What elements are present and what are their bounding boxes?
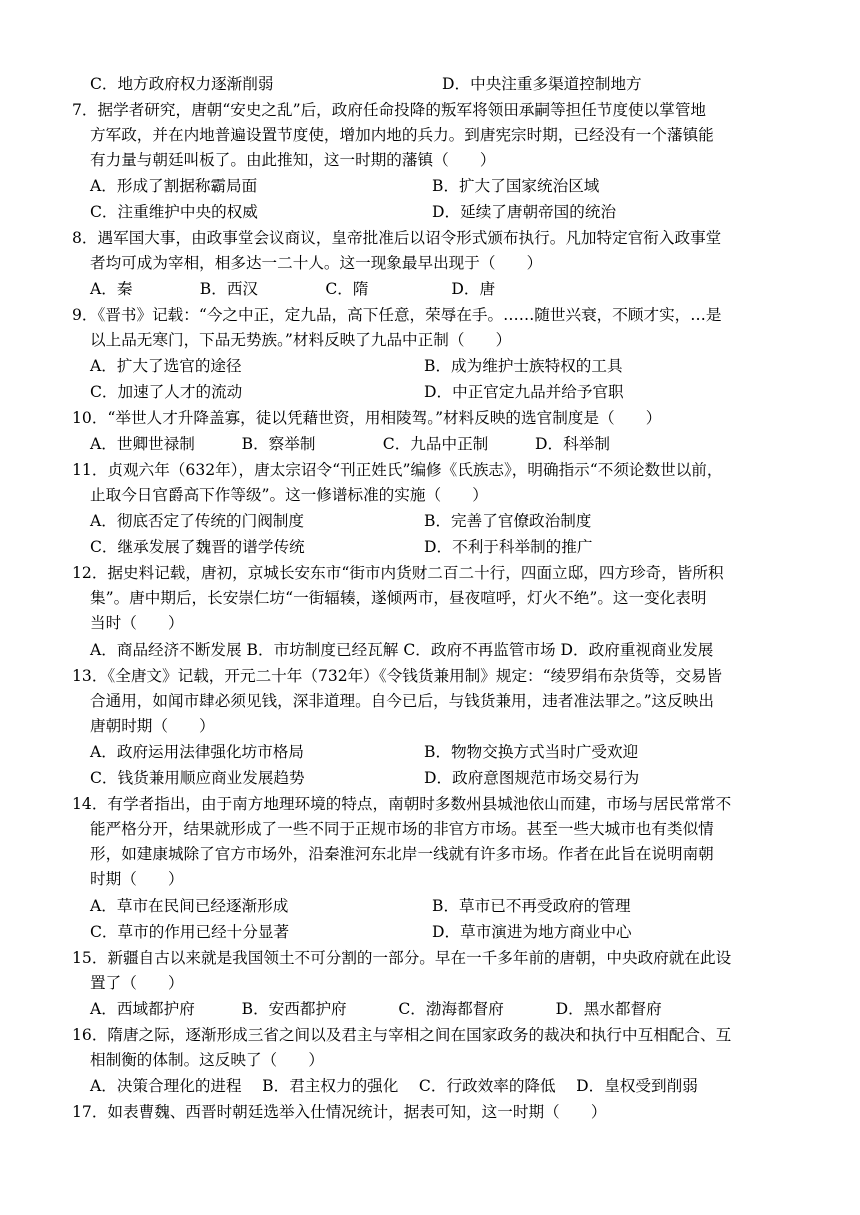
q8-stem-line1: 8．遇军国大事，由政事堂会议商议，皇帝批准后以诏令形式颁布执行。凡加特定官衔入政事堂 [72, 229, 722, 247]
q15-options: A．西域都护府 B．安西都护府 C．渤海都督府 D．黑水都督府 [90, 1000, 662, 1018]
q11-option-a: A．彻底否定了传统的门阀制度 [90, 512, 304, 530]
q13-option-d: D．政府意图规范市场交易行为 [424, 769, 640, 787]
q13-option-a: A．政府运用法律强化坊市格局 [90, 743, 304, 761]
q12-stem-line3: 当时（ ） [90, 614, 184, 632]
q7-option-d: D．延续了唐朝帝国的统治 [432, 203, 617, 221]
q7-option-a: A．形成了割据称霸局面 [90, 177, 258, 195]
q11-option-c: C．继承发展了魏晋的谱学传统 [90, 538, 305, 556]
prev-option-d: D．中央注重多渠道控制地方 [442, 75, 642, 93]
q10-stem-line1: 10．“举世人才升降盖寡，徒以凭藉世资，用相陵驾。”材料反映的选官制度是（ ） [72, 409, 662, 427]
q11-stem-line1: 11．贞观六年（632年），唐太宗诏令“刊正姓氏”编修《氏族志》，明确指示“不须论数世以前， [72, 461, 723, 479]
q13-option-b: B．物物交换方式当时广受欢迎 [424, 743, 639, 761]
q13-stem-line2: 合通用，如闻市肆必须见钱，深非道理。自今已后，与钱货兼用，违者准法罪之。”这反映出 [90, 692, 714, 710]
q9-option-d: D．中正官定九品并给予官职 [424, 383, 624, 401]
q9-option-b: B．成为维护士族特权的工具 [424, 357, 623, 375]
q16-options: A．决策合理化的进程 B．君主权力的强化 C．行政效率的降低 D．皇权受到削弱 [90, 1077, 698, 1095]
q12-stem-line2: 集”。唐中期后，长安崇仁坊“一街辐辏，遂倾两市，昼夜喧呼，灯火不绝”。这一变化表明 [90, 589, 707, 607]
q16-stem-line1: 16．隋唐之际，逐渐形成三省之间以及君主与宰相之间在国家政务的裁决和执行中互相配合、互 [72, 1026, 732, 1044]
q14-option-a: A．草市在民间已经逐渐形成 [90, 897, 289, 915]
q8-stem-line2: 者均可成为宰相，相多达一二十人。这一现象最早出现于（ ） [90, 254, 543, 272]
q13-stem-line3: 唐朝时期（ ） [90, 717, 215, 735]
q11-option-d: D．不利于科举制的推广 [424, 538, 593, 556]
q14-stem-line2: 能严格分开，结果就形成了一些不同于正规市场的非官方市场。甚至一些大城市也有类似情 [90, 820, 714, 838]
q15-stem-line1: 15．新疆自古以来就是我国领土不可分割的一部分。早在一千多年前的唐朝，中央政府就在此设 [72, 949, 732, 967]
q14-option-c: C．草市的作用已经十分显著 [90, 923, 290, 941]
q7-option-c: C．注重维护中央的权威 [90, 203, 258, 221]
q9-stem-line1: 9．《晋书》记载：“今之中正，定九品，高下任意，荣辱在手。……随世兴衰，不顾才实，…是 [72, 306, 722, 324]
q17-stem-line1: 17．如表曹魏、西晋时朝廷选举入仕情况统计，据表可知，这一时期（ ） [72, 1103, 607, 1121]
q14-option-b: B．草市已不再受政府的管理 [432, 897, 631, 915]
q9-stem-line2: 以上品无寒门，下品无势族。”材料反映了九品中正制（ ） [90, 331, 512, 349]
q14-stem-line3: 形，如建康城除了官方市场外，沿秦淮河东北岸一线就有许多市场。作者在此旨在说明南朝 [90, 845, 714, 863]
q10-options: A．世卿世禄制 B．察举制 C．九品中正制 D．科举制 [90, 435, 610, 453]
q15-stem-line2: 置了（ ） [90, 974, 184, 992]
q12-stem-line1: 12．据史料记载，唐初，京城长安东市“街市内货财二百二十行，四面立邸，四方珍奇，皆所积 [72, 564, 724, 582]
q14-option-d: D．草市演进为地方商业中心 [432, 923, 632, 941]
q7-stem-line1: 7．据学者研究，唐朝“安史之乱”后，政府任命投降的叛军将领田承嗣等担任节度使以掌管地 [72, 101, 707, 119]
q14-stem-line4: 时期（ ） [90, 870, 184, 888]
q11-option-b: B．完善了官僚政治制度 [424, 512, 592, 530]
q7-stem-line3: 有力量与朝廷叫板了。由此推知，这一时期的藩镇（ ） [90, 151, 496, 169]
q7-option-b: B．扩大了国家统治区域 [432, 177, 600, 195]
q14-stem-line1: 14．有学者指出，由于南方地理环境的特点，南朝时多数州县城池依山而建，市场与居民常常不 [72, 795, 732, 813]
q9-option-c: C．加速了人才的流动 [90, 383, 243, 401]
q12-options: A．商品经济不断发展 B．市坊制度已经瓦解 C．政府不再监管市场 D．政府重视商业发展 [90, 641, 714, 659]
q13-stem-line1: 13．《全唐文》记载，开元二十年（732年）《令钱货兼用制》规定：“绫罗绢布杂货等，交易皆 [72, 667, 723, 685]
q13-option-c: C．钱货兼用顺应商业发展趋势 [90, 769, 305, 787]
prev-option-c: C．地方政府权力逐渐削弱 [90, 75, 274, 93]
q16-stem-line2: 相制衡的体制。这反映了（ ） [90, 1051, 324, 1069]
q7-stem-line2: 方军政，并在内地普遍设置节度使，增加内地的兵力。到唐宪宗时期，已经没有一个藩镇能 [90, 126, 714, 144]
q8-options: A．秦 B．西汉 C．隋 D．唐 [90, 280, 496, 298]
q9-option-a: A．扩大了选官的途径 [90, 357, 242, 375]
q11-stem-line2: 止取今日官爵高下作等级”。这一修谱标准的实施（ ） [90, 486, 488, 504]
